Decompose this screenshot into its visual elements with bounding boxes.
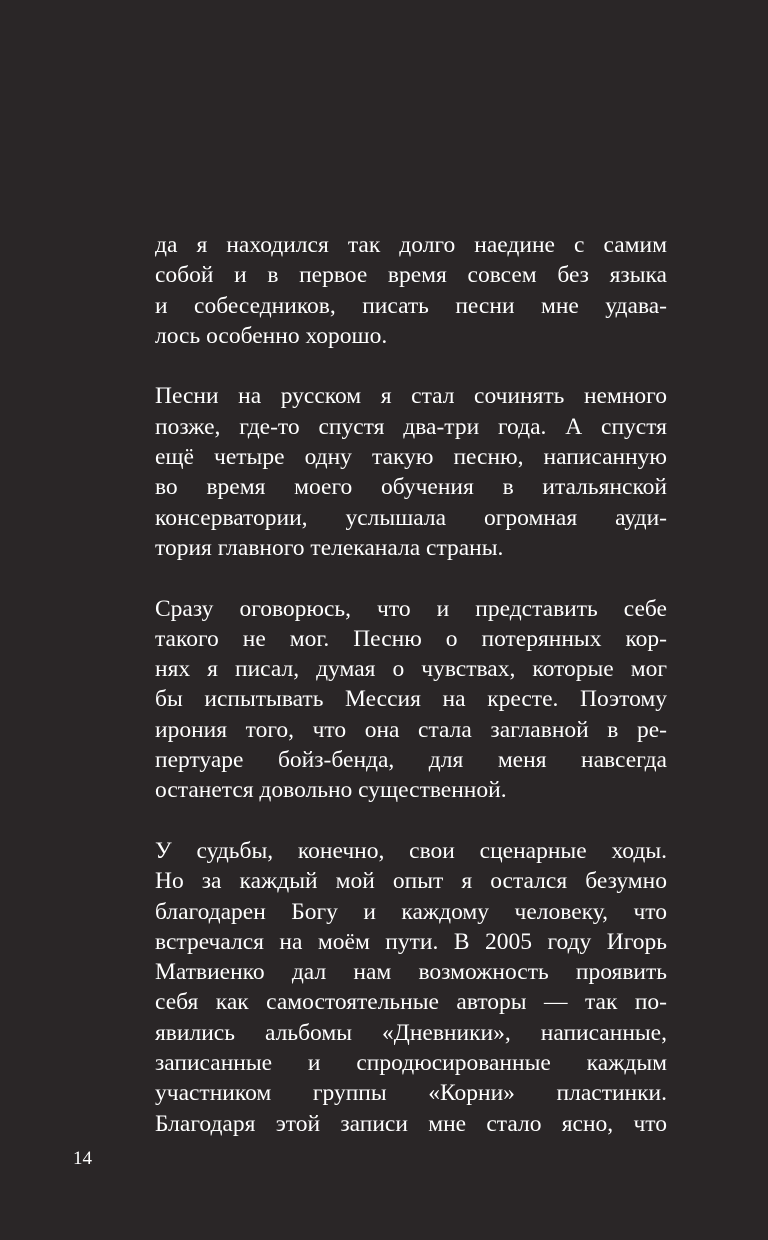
text-line: У судьбы, конечно, свои сценарные ходы. [155,837,667,864]
text-line: Но за каждый мой опыт я остался безумно [155,868,667,895]
page-number: 14 [73,1148,92,1169]
text-line: позже, где-то спустя два-три года. А спустя [155,413,667,440]
paragraph-3 [155,594,667,806]
paragraph-1 [155,230,667,351]
text-line: пертуаре бойз-бенда, для меня навсегда [155,747,667,774]
text-line: лось особенно хорошо. [155,322,388,349]
text-line: ещё четыре одну такую песню, написанную [155,444,667,471]
text-line: и собеседников, писать песни мне удава- [155,292,667,319]
text-line: собой и в первое время совсем без языка [155,262,667,289]
text-line: записанные и спродюсированные каждым [155,1050,667,1077]
text-line: бы испытывать Мессия на кресте. Поэтому [155,686,667,713]
text-line: да я находился так долго наедине с самим [155,232,667,258]
text-line: ирония того, что она стала заглавной в ре- [155,716,667,743]
paragraph-4 [155,836,667,1139]
body-text [155,230,667,1169]
text-line: участником группы «Корни» пластинки. [155,1080,667,1107]
text-line: нях я писал, думая о чувствах, которые мог [155,656,667,683]
text-line: встречался на моём пути. В 2005 году Игорь [155,928,667,955]
text-line: Песни на русском я стал сочинять немного [155,383,667,410]
text-line: себя как самостоятельные авторы — так по- [155,989,667,1016]
text-line: консерватории, услышала огромная ауди- [155,504,667,531]
text-line: останется довольно существенной. [155,777,507,804]
text-line: Сразу оговорюсь, что и представить себе [155,595,667,622]
text-line: явились альбомы «Дневники», написанные, [155,1019,667,1046]
text-line: такого не мог. Песню о потерянных кор- [155,625,667,652]
text-line: Матвиенко дал нам возможность проявить [155,959,667,986]
paragraph-2 [155,381,667,563]
text-line: тория главного телеканала страны. [155,534,504,561]
text-line: Благодаря этой записи мне стало ясно, что [155,1110,667,1137]
text-line: благодарен Богу и каждому человеку, что [155,898,667,925]
text-line: во время моего обучения в итальянской [155,474,667,501]
